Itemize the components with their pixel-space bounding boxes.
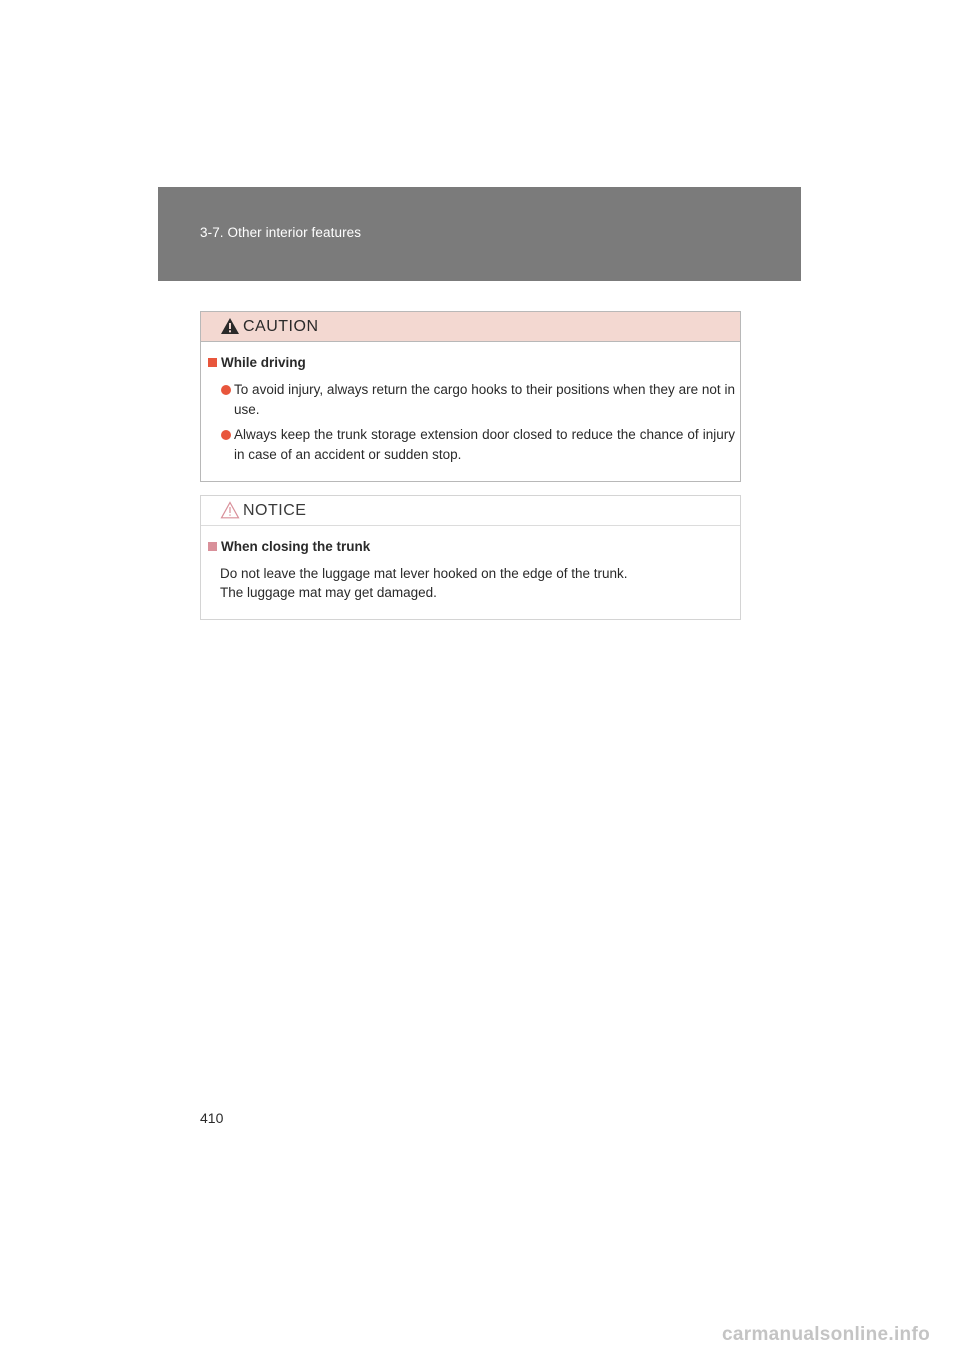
caution-bullet-text: Always keep the trunk storage extension door closed to reduce the chance of injury in case of an accident or sudden stop. — [234, 427, 735, 462]
notice-line: Do not leave the luggage mat lever hooked on the edge of the trunk. — [220, 566, 628, 581]
notice-label: NOTICE — [243, 502, 307, 519]
watermark: carmanualsonline.info — [722, 1324, 930, 1345]
caution-bullet-text: To avoid injury, always return the cargo hooks to their positions when they are not in use. — [234, 382, 735, 417]
caution-label: CAUTION — [243, 318, 319, 335]
notice-subheading-text: When closing the trunk — [221, 539, 371, 554]
notice-box — [200, 495, 741, 620]
notice-line: The luggage mat may get damaged. — [220, 585, 437, 600]
caution-box — [200, 311, 741, 482]
square-bullet-icon — [208, 358, 217, 367]
warning-triangle-outline-icon — [220, 501, 240, 519]
warning-triangle-icon — [220, 317, 240, 335]
page-number: 410 — [200, 1110, 224, 1126]
caution-subheading — [208, 355, 306, 370]
notice-header — [201, 496, 740, 526]
caution-header — [201, 312, 740, 342]
caution-subheading-text: While driving — [221, 355, 306, 370]
notice-subheading — [208, 539, 370, 554]
round-bullet-icon — [221, 430, 231, 440]
section-header-band — [158, 187, 801, 281]
caution-bullet — [221, 425, 735, 464]
caution-bullet — [221, 380, 735, 419]
round-bullet-icon — [221, 385, 231, 395]
section-title: 3-7. Other interior features — [200, 225, 362, 240]
square-bullet-icon — [208, 542, 217, 551]
